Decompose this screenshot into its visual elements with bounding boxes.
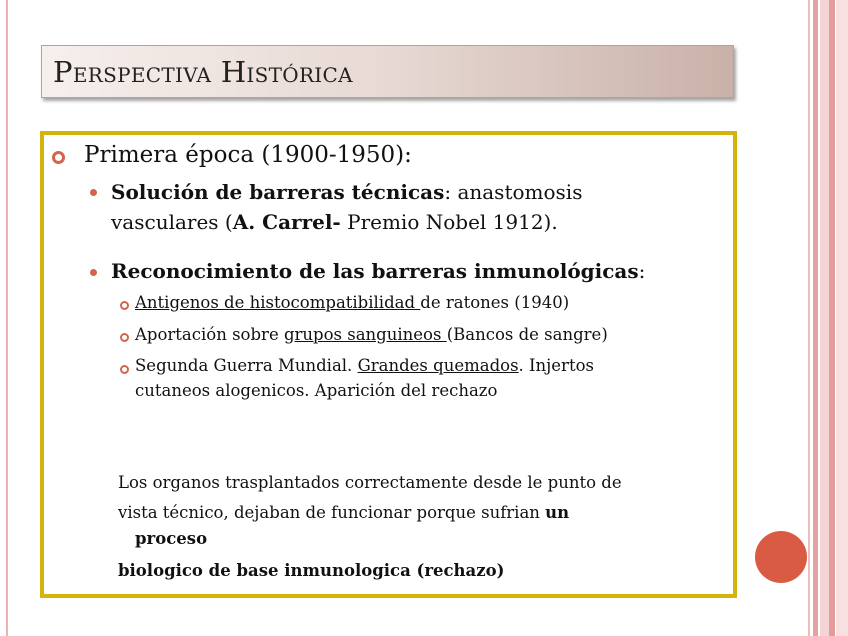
- decorative-circle: [755, 531, 807, 583]
- sub3-pre: Segunda Guerra Mundial.: [135, 356, 358, 375]
- small-ring-bullet-icon: [120, 333, 129, 342]
- bullet-b-bold: Reconocimiento de las barreras inmunológicas: [111, 259, 639, 283]
- level1-heading: Primera época (1900-1950):: [84, 142, 412, 168]
- ring-bullet-icon: [52, 151, 65, 164]
- sub1-underlined: Antigenos de histocompatibilidad: [135, 293, 421, 312]
- right-stripe: [820, 0, 829, 636]
- bullet-b-colon: :: [638, 259, 646, 283]
- sub2-line: [135, 325, 608, 344]
- bullet-a-bold: Solución de barreras técnicas: [111, 180, 445, 204]
- right-stripe: [808, 0, 810, 636]
- sub3-post: . Injertos: [518, 356, 594, 375]
- note-line3: [135, 529, 207, 548]
- right-stripe: [836, 0, 848, 636]
- sub2-underlined: grupos sanguineos: [283, 325, 447, 344]
- sub2-post: (Bancos de sangre): [446, 325, 608, 344]
- small-ring-bullet-icon: [120, 365, 129, 374]
- bullet-a-line2-bold: A. Carrel-: [232, 210, 341, 234]
- sub3-line2: cutaneos alogenicos. Aparición del rechazo: [135, 381, 498, 400]
- sub2-pre: Aportación sobre: [135, 325, 284, 344]
- bullet-a-rest: : anastomosis: [444, 180, 583, 204]
- dot-bullet-icon: [90, 269, 97, 276]
- note-line4: [118, 561, 504, 580]
- note-line4-bold: biologico de base inmunologica (rechazo): [118, 561, 505, 580]
- bullet-b-line: [111, 259, 645, 283]
- left-border-line: [6, 0, 8, 636]
- sub1-rest: de ratones (1940): [420, 293, 570, 312]
- note-line3-bold: proceso: [135, 529, 208, 548]
- small-ring-bullet-icon: [120, 301, 129, 310]
- bullet-a-line1: [111, 180, 582, 204]
- dot-bullet-icon: [90, 189, 97, 196]
- sub3-line1: [135, 356, 594, 375]
- right-stripe: [829, 0, 835, 636]
- sub3-underlined: Grandes quemados: [357, 356, 519, 375]
- right-stripe: [813, 0, 818, 636]
- note-line2: [118, 503, 569, 522]
- note-line2-pre: vista técnico, dejaban de funcionar porque sufrian: [118, 503, 546, 522]
- note-line1: Los organos trasplantados correctamente desde le punto de: [118, 473, 622, 492]
- title-bar: [41, 45, 734, 98]
- note-line2-bold: un: [545, 503, 570, 522]
- bullet-a-line2-pre: vasculares (: [111, 210, 233, 234]
- bullet-a-line2: [111, 210, 558, 234]
- sub1-line: [135, 293, 569, 312]
- bullet-a-line2-post: Premio Nobel 1912).: [340, 210, 558, 234]
- slide-title: Perspectiva Histórica: [53, 55, 353, 89]
